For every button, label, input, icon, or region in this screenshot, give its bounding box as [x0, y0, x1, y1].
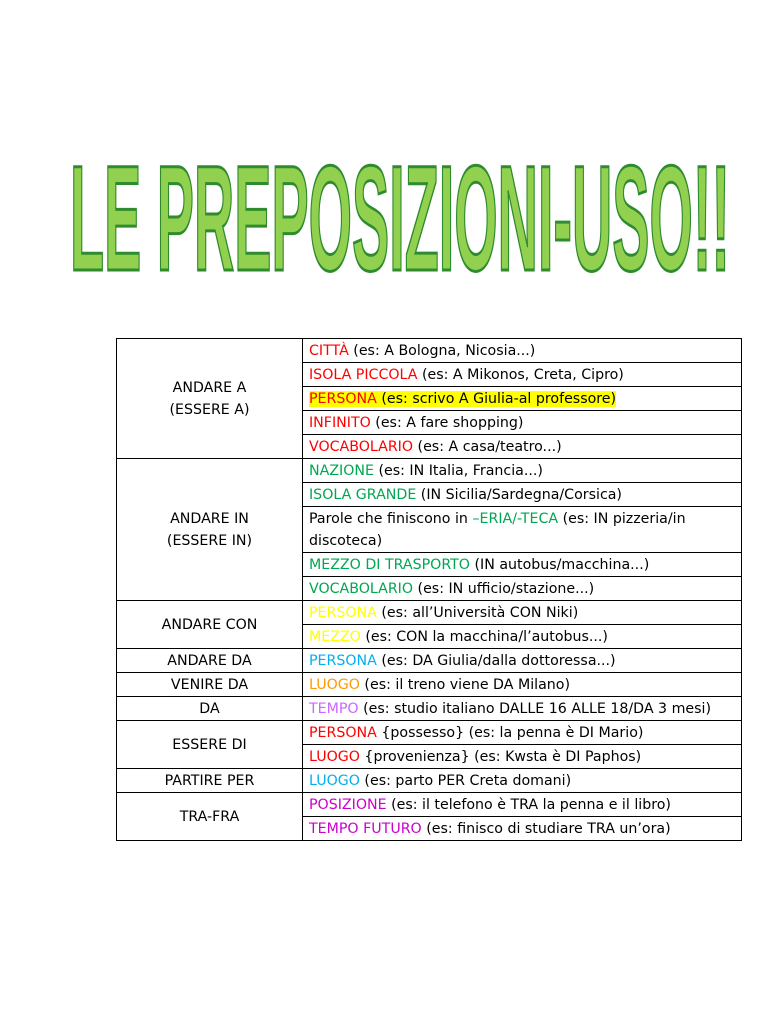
verb-label: ANDARE CON	[161, 616, 258, 633]
table-row	[117, 697, 742, 721]
table-row	[117, 673, 742, 697]
verb-cell	[117, 459, 303, 601]
usage-example: (es: A Mikonos, Creta, Cipro)	[417, 367, 624, 383]
usage-keyword: PERSONA	[309, 605, 377, 621]
verb-label: TRA-FRA	[179, 808, 240, 825]
usage-example: (es: parto PER Creta domani)	[359, 773, 572, 789]
verb-cell	[117, 339, 303, 459]
verb-cell	[117, 697, 303, 721]
usage-example: (es: DA Giulia/dalla dottoressa...)	[376, 653, 616, 669]
verb-label: ANDARE A	[172, 379, 247, 396]
usage-prefix: Parole che finiscono in	[309, 511, 473, 527]
usage-text	[309, 629, 608, 645]
usage-cell	[303, 411, 742, 435]
verb-cell	[117, 601, 303, 649]
usage-cell	[303, 339, 742, 363]
title-text: LE PREPOSIZIONI-USO!!	[70, 134, 730, 300]
usage-example: (es: IN ufficio/stazione...)	[413, 581, 595, 597]
usage-cell	[303, 459, 742, 483]
verb-label: PARTIRE PER	[164, 772, 255, 789]
verb-cell	[117, 793, 303, 841]
usage-text	[309, 487, 622, 503]
usage-text	[309, 391, 616, 407]
prepositions-table	[116, 338, 742, 841]
usage-cell	[303, 745, 742, 769]
usage-text	[309, 725, 643, 741]
verb-cell	[117, 721, 303, 769]
verb-label: (ESSERE IN)	[166, 532, 253, 549]
usage-text	[309, 557, 649, 573]
usage-text	[309, 773, 571, 789]
usage-example: {possesso} (es: la penna è DI Mario)	[376, 725, 644, 741]
usage-text	[309, 797, 671, 813]
usage-text	[309, 605, 578, 621]
title-wordart	[60, 70, 740, 300]
usage-keyword: NAZIONE	[309, 463, 374, 479]
usage-cell	[303, 601, 742, 625]
usage-keyword: LUOGO	[309, 677, 360, 693]
usage-cell	[303, 721, 742, 745]
verb-cell	[117, 769, 303, 793]
usage-text	[309, 367, 624, 383]
usage-cell	[303, 507, 742, 553]
usage-cell	[303, 793, 742, 817]
table-row	[117, 459, 742, 483]
usage-text	[309, 511, 686, 549]
usage-keyword: LUOGO	[309, 773, 360, 789]
usage-keyword: ISOLA PICCOLA	[309, 367, 418, 383]
usage-cell	[303, 483, 742, 507]
usage-keyword: PERSONA	[309, 391, 377, 407]
usage-example: (es: il telefono è TRA la penna e il libro)	[386, 797, 671, 813]
usage-text	[309, 821, 671, 837]
verb-cell	[117, 673, 303, 697]
usage-keyword: POSIZIONE	[309, 797, 387, 813]
usage-text	[309, 701, 711, 717]
table-row	[117, 721, 742, 745]
usage-cell	[303, 577, 742, 601]
usage-example: (es: IN Italia, Francia...)	[373, 463, 543, 479]
verb-label: ANDARE DA	[167, 652, 252, 669]
usage-keyword: VOCABOLARIO	[309, 439, 414, 455]
usage-keyword: VOCABOLARIO	[309, 581, 414, 597]
usage-keyword: MEZZO	[309, 629, 361, 645]
usage-example: (es: IN pizzeria/in discoteca)	[309, 511, 686, 549]
verb-label: (ESSERE A)	[169, 401, 250, 418]
usage-cell	[303, 769, 742, 793]
usage-example: (es: all’Università CON Niki)	[376, 605, 579, 621]
table-row	[117, 601, 742, 625]
usage-example: (es: CON la macchina/l’autobus...)	[360, 629, 608, 645]
usage-keyword: PERSONA	[309, 725, 377, 741]
table-row	[117, 793, 742, 817]
usage-example: (IN Sicilia/Sardegna/Corsica)	[416, 487, 622, 503]
usage-example: (es: studio italiano DALLE 16 ALLE 18/DA 3 mesi)	[358, 701, 711, 717]
verb-label: ESSERE DI	[172, 736, 247, 753]
usage-keyword: TEMPO FUTURO	[309, 821, 422, 837]
usage-text	[309, 415, 523, 431]
usage-cell	[303, 553, 742, 577]
usage-keyword: TEMPO	[309, 701, 359, 717]
usage-example: {provenienza} (es: Kwsta è DI Paphos)	[359, 749, 642, 765]
usage-cell	[303, 697, 742, 721]
usage-cell	[303, 363, 742, 387]
verb-label: ANDARE IN	[170, 510, 249, 527]
verb-cell	[117, 649, 303, 673]
usage-text	[309, 749, 641, 765]
usage-text	[309, 653, 616, 669]
usage-text	[309, 677, 570, 693]
usage-text	[309, 439, 562, 455]
usage-text	[309, 343, 535, 359]
usage-keyword: ISOLA GRANDE	[309, 487, 417, 503]
usage-keyword: –ERIA/-TECA	[472, 511, 559, 527]
usage-cell	[303, 649, 742, 673]
usage-cell	[303, 625, 742, 649]
usage-example: (es: A Bologna, Nicosia...)	[348, 343, 536, 359]
usage-example: (es: scrivo A Giulia-al professore)	[376, 391, 617, 407]
usage-keyword: MEZZO DI TRASPORTO	[309, 557, 470, 573]
usage-cell	[303, 817, 742, 841]
usage-example: (es: A fare shopping)	[370, 415, 524, 431]
prepositions-table-body	[117, 339, 742, 841]
usage-cell	[303, 387, 742, 411]
usage-example: (IN autobus/macchina...)	[469, 557, 650, 573]
table-row	[117, 769, 742, 793]
usage-keyword: INFINITO	[309, 415, 371, 431]
usage-example: (es: A casa/teatro...)	[413, 439, 562, 455]
usage-keyword: LUOGO	[309, 749, 360, 765]
verb-label: DA	[199, 700, 220, 717]
usage-example: (es: il treno viene DA Milano)	[359, 677, 570, 693]
usage-cell	[303, 435, 742, 459]
usage-text	[309, 463, 543, 479]
usage-cell	[303, 673, 742, 697]
table-row	[117, 339, 742, 363]
usage-keyword: CITTÀ	[309, 343, 349, 359]
page-title	[60, 70, 740, 300]
table-row	[117, 649, 742, 673]
usage-keyword: PERSONA	[309, 653, 377, 669]
verb-label: VENIRE DA	[170, 676, 249, 693]
usage-text	[309, 581, 594, 597]
usage-example: (es: finisco di studiare TRA un’ora)	[421, 821, 671, 837]
